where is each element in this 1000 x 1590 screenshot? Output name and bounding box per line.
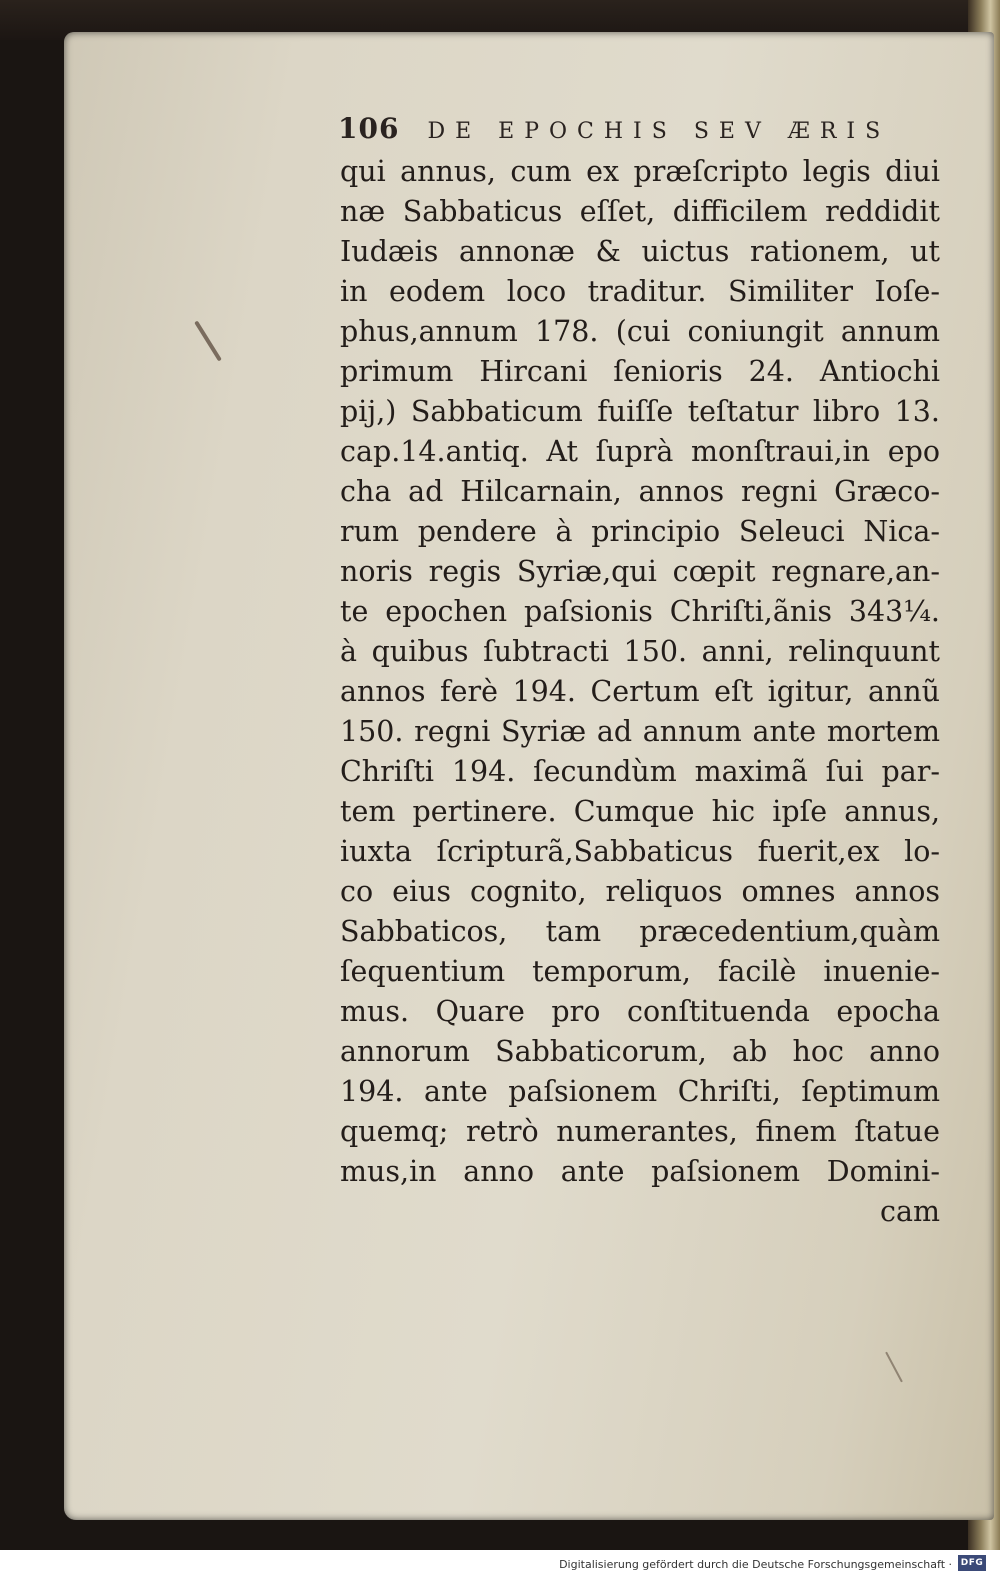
text-line: tem pertinere. Cumque hic ipſe annus, [340, 795, 940, 828]
text-line: cap.14.antiq. At ſuprà monſtraui,in epo [340, 435, 940, 468]
text-line: annos ferè 194. Certum eſt igitur, annũ [340, 675, 940, 708]
text-line: annorum Sabbaticorum, ab hoc anno [340, 1035, 940, 1068]
text-line: co eius cognito, reliquos omnes annos [340, 875, 940, 908]
text-line: mus. Quare pro conſtituenda epocha [340, 995, 940, 1028]
text-line: ſequentium temporum, facilè inuenie- [340, 955, 940, 988]
text-line: pij,) Sabbaticum fuiſſe teſtatur libro 13. [340, 395, 940, 428]
digitization-credit: Digitalisierung gefördert durch die Deutsche Forschungsgemeinschaft · [559, 1558, 952, 1571]
text-line: Iudæis annonæ & uictus rationem, ut [340, 235, 940, 268]
body-text [340, 152, 940, 1232]
running-head [338, 112, 898, 152]
running-head-title: DE EPOCHIS SEV ÆRIS [427, 119, 891, 144]
catchword: cam [880, 1195, 940, 1228]
text-line: te epochen paſsionis Chriſti,ãnis 343¼. [340, 595, 940, 628]
text-line: qui annus, cum ex præſcripto legis diui [340, 155, 940, 188]
text-line: quemq; retrò numerantes, finem ſtatue [340, 1115, 940, 1148]
text-line: primum Hircani ſenioris 24. Antiochi [340, 355, 940, 388]
text-line: à quibus ſubtracti 150. anni, relinquunt [340, 635, 940, 668]
text-line: 150. regni Syriæ ad annum ante mortem [340, 715, 940, 748]
text-line: Chriſti 194. ſecundùm maximã ſui par- [340, 755, 940, 788]
text-line: phus,annum 178. (cui coniungit annum [340, 315, 940, 348]
text-line: Sabbaticos, tam præcedentium,quàm [340, 915, 940, 948]
text-line: in eodem loco traditur. Similiter Ioſe- [340, 275, 940, 308]
text-line: rum pendere à principio Seleuci Nica- [340, 515, 940, 548]
dfg-logo: DFG [958, 1555, 986, 1571]
text-line: cha ad Hilcarnain, annos regni Græco- [340, 475, 940, 508]
text-line: 194. ante paſsionem Chriſti, ſeptimum [340, 1075, 940, 1108]
text-line: noris regis Syriæ,qui cœpit regnare,an- [340, 555, 940, 588]
text-line: næ Sabbaticus eſſet, difficilem reddidit [340, 195, 940, 228]
text-line: mus,in anno ante paſsionem Domini- [340, 1155, 940, 1188]
text-line: iuxta ſcripturã,Sabbaticus fuerit,ex lo- [340, 835, 940, 868]
page-number: 106 [338, 112, 400, 145]
